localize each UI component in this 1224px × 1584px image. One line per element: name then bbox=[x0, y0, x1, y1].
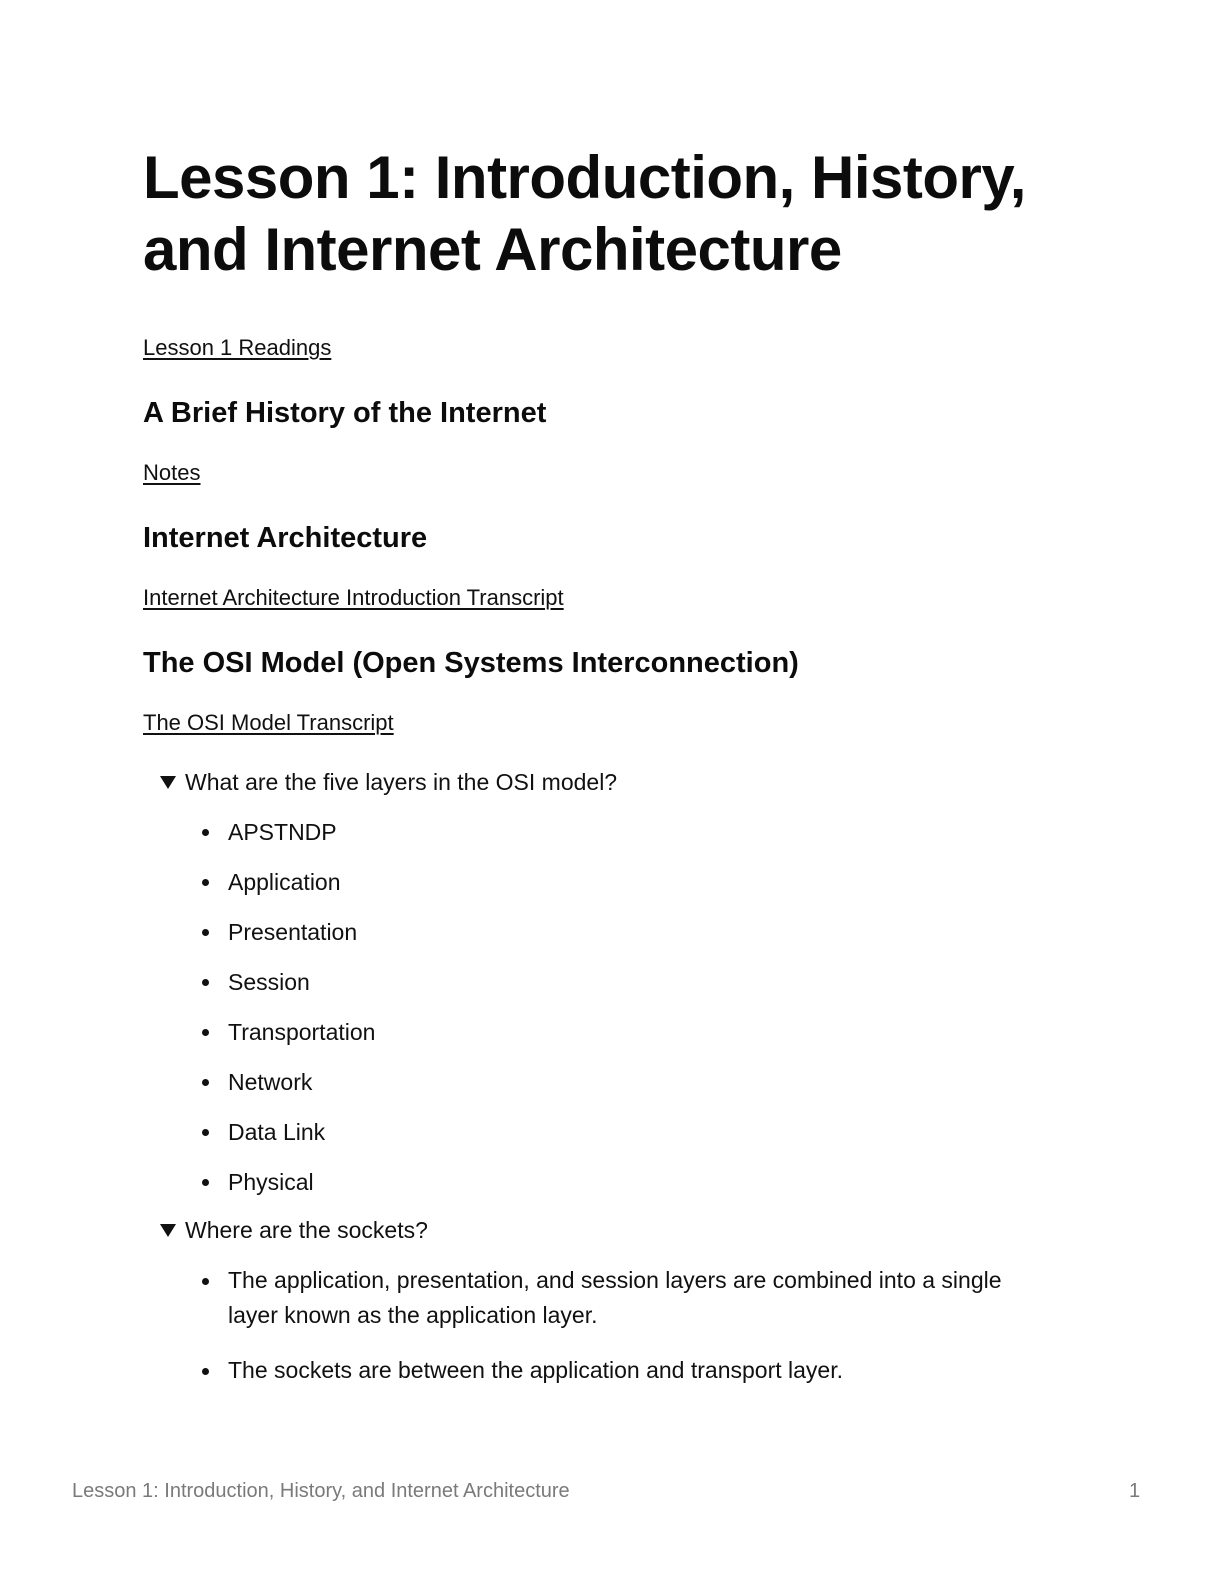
sockets-list bbox=[200, 1263, 1048, 1408]
bullet-icon bbox=[202, 1179, 209, 1186]
bullet-icon bbox=[202, 1278, 209, 1285]
architecture-transcript-link[interactable]: Internet Architecture Introduction Transcript bbox=[143, 585, 564, 610]
list-item: Network bbox=[200, 1067, 375, 1117]
list-item: The application, presentation, and session layers are combined into a single layer known as the application layer. bbox=[200, 1263, 1048, 1333]
bullet-icon bbox=[202, 1029, 209, 1036]
osi-heading: The OSI Model (Open Systems Interconnection) bbox=[143, 647, 799, 679]
bullet-icon bbox=[202, 979, 209, 986]
list-item: Presentation bbox=[200, 917, 375, 967]
list-item: APSTNDP bbox=[200, 817, 375, 867]
toggle-question: What are the five layers in the OSI model? bbox=[185, 769, 618, 795]
list-item: Physical bbox=[200, 1167, 375, 1217]
toggle-question: Where are the sockets? bbox=[185, 1217, 428, 1243]
bullet-icon bbox=[202, 929, 209, 936]
lesson-readings-link[interactable]: Lesson 1 Readings bbox=[143, 335, 332, 360]
layers-list bbox=[200, 817, 375, 1217]
bullet-icon bbox=[202, 879, 209, 886]
page-number: 1 bbox=[1129, 1480, 1141, 1502]
toggle-triangle-icon bbox=[160, 1224, 176, 1237]
bullet-icon bbox=[202, 1079, 209, 1086]
list-item: Session bbox=[200, 967, 375, 1017]
toggle-triangle-icon bbox=[160, 776, 176, 789]
osi-transcript-link[interactable]: The OSI Model Transcript bbox=[143, 710, 394, 735]
footer-title: Lesson 1: Introduction, History, and Internet Architecture bbox=[72, 1480, 570, 1502]
list-item: Application bbox=[200, 867, 375, 917]
bullet-icon bbox=[202, 1368, 209, 1375]
layers-toggle[interactable] bbox=[160, 767, 617, 797]
list-item: Data Link bbox=[200, 1117, 375, 1167]
bullet-icon bbox=[202, 1129, 209, 1136]
bullet-icon bbox=[202, 829, 209, 836]
notes-link[interactable]: Notes bbox=[143, 460, 201, 485]
page-title: Lesson 1: Introduction, History, and Internet Architecture bbox=[143, 144, 1026, 283]
list-item: The sockets are between the application and transport layer. bbox=[200, 1353, 1048, 1388]
architecture-heading: Internet Architecture bbox=[143, 522, 428, 554]
list-item: Transportation bbox=[200, 1017, 375, 1067]
sockets-toggle[interactable] bbox=[160, 1215, 428, 1245]
history-heading: A Brief History of the Internet bbox=[143, 397, 547, 429]
